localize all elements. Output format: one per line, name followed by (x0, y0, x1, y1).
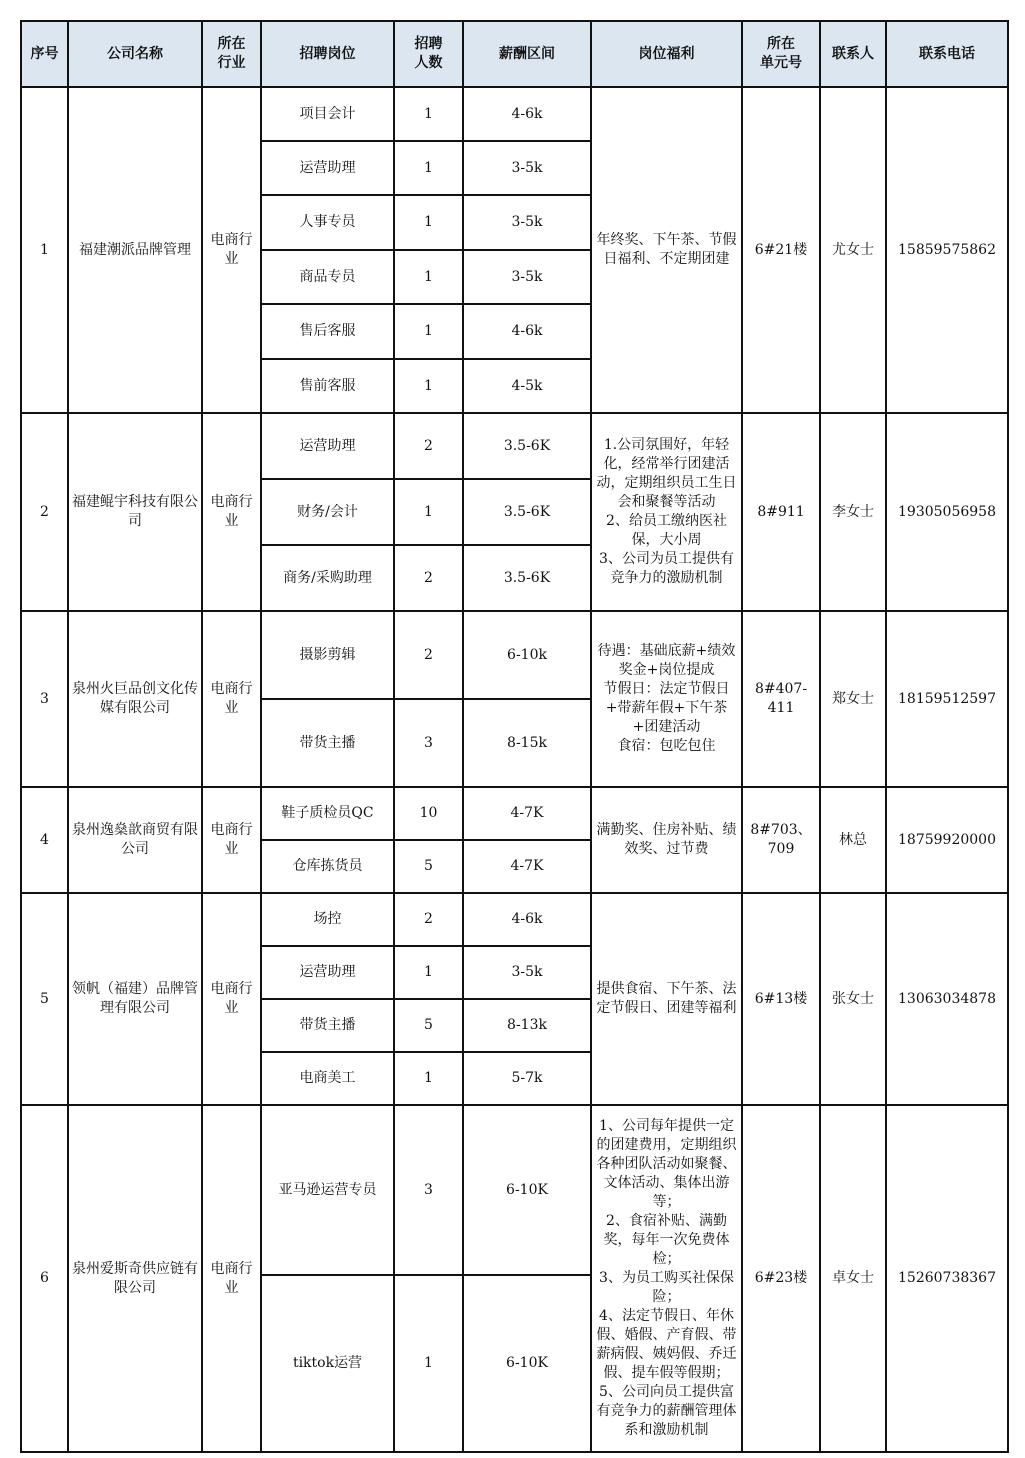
company-name: 泉州逸燊歆商贸有限公司 (68, 787, 202, 893)
table-row (21, 611, 1008, 699)
job-title: 财务/会计 (261, 479, 394, 545)
job-title: 鞋子质检员QC (261, 787, 394, 840)
company-name: 泉州火巨品创文化传媒有限公司 (68, 611, 202, 787)
job-count: 1 (394, 1275, 463, 1452)
table-row (21, 87, 1008, 141)
company-unit: 8#407-411 (742, 611, 820, 787)
company-contact: 卓女士 (820, 1105, 886, 1452)
job-salary: 6-10K (463, 1105, 591, 1275)
company-welfare: 待遇：基础底薪+绩效奖金+岗位提成 节假日：法定节假日+带薪年假+下午茶+团建活动 食宿：包吃包住 (591, 611, 742, 787)
company-index: 2 (21, 413, 68, 611)
header-salary: 薪酬区间 (463, 21, 591, 87)
job-count: 3 (394, 699, 463, 787)
header-company: 公司名称 (68, 21, 202, 87)
header-count: 招聘 人数 (394, 21, 463, 87)
company-index: 3 (21, 611, 68, 787)
header-index: 序号 (21, 21, 68, 87)
company-contact: 李女士 (820, 413, 886, 611)
job-count: 1 (394, 946, 463, 999)
job-salary: 5-7k (463, 1052, 591, 1105)
company-phone: 18759920000 (886, 787, 1008, 893)
company-industry: 电商行业 (202, 787, 261, 893)
table-row (21, 1105, 1008, 1275)
company-industry: 电商行业 (202, 1105, 261, 1452)
job-salary: 3-5k (463, 195, 591, 250)
job-salary: 3.5-6K (463, 413, 591, 479)
job-count: 2 (394, 611, 463, 699)
job-salary: 8-15k (463, 699, 591, 787)
job-title: 运营助理 (261, 413, 394, 479)
company-unit: 6#23楼 (742, 1105, 820, 1452)
company-contact: 尤女士 (820, 87, 886, 413)
table-row (21, 787, 1008, 840)
company-unit: 6#13楼 (742, 893, 820, 1105)
job-salary: 3-5k (463, 250, 591, 304)
job-count: 1 (394, 195, 463, 250)
job-title: 摄影剪辑 (261, 611, 394, 699)
recruitment-table (20, 20, 1009, 1453)
header-welfare: 岗位福利 (591, 21, 742, 87)
header-industry: 所在 行业 (202, 21, 261, 87)
job-count: 1 (394, 250, 463, 304)
job-count: 1 (394, 304, 463, 359)
job-salary: 4-7K (463, 840, 591, 893)
company-name: 泉州爱斯奇供应链有限公司 (68, 1105, 202, 1452)
company-name: 福建潮派品牌管理 (68, 87, 202, 413)
company-phone: 13063034878 (886, 893, 1008, 1105)
job-count: 10 (394, 787, 463, 840)
company-welfare: 1、公司每年提供一定的团建费用，定期组织各种团队活动如聚餐、文体活动、集体出游等； 2、食宿补贴、满勤奖，每年一次免费体检； 3、为员工购买社保保险； 4、法定节假日、年休假、婚假、产育假、带薪病假、姨妈假、乔迁假、提车假等假期； 5、公司向员工提供富有竞争力的薪酬管理体系和激励机制 (591, 1105, 742, 1452)
job-title: 售后客服 (261, 304, 394, 359)
company-industry: 电商行业 (202, 893, 261, 1105)
job-title: tiktok运营 (261, 1275, 394, 1452)
company-index: 1 (21, 87, 68, 413)
job-salary: 8-13k (463, 999, 591, 1052)
job-title: 售前客服 (261, 359, 394, 413)
company-name: 领帆（福建）品牌管理有限公司 (68, 893, 202, 1105)
company-index: 4 (21, 787, 68, 893)
company-unit: 6#21楼 (742, 87, 820, 413)
company-index: 5 (21, 893, 68, 1105)
job-salary: 6-10K (463, 1275, 591, 1452)
job-title: 运营助理 (261, 141, 394, 195)
job-count: 1 (394, 359, 463, 413)
company-phone: 15260738367 (886, 1105, 1008, 1452)
job-count: 1 (394, 141, 463, 195)
company-welfare: 满勤奖、住房补贴、绩效奖、过节费 (591, 787, 742, 893)
job-salary: 4-6k (463, 893, 591, 946)
job-count: 5 (394, 999, 463, 1052)
job-salary: 3-5k (463, 946, 591, 999)
header-phone: 联系电话 (886, 21, 1008, 87)
job-salary: 3.5-6K (463, 479, 591, 545)
job-salary: 4-5k (463, 359, 591, 413)
job-salary: 3.5-6K (463, 545, 591, 611)
company-contact: 林总 (820, 787, 886, 893)
job-salary: 4-7K (463, 787, 591, 840)
job-title: 仓库拣货员 (261, 840, 394, 893)
job-salary: 4-6k (463, 304, 591, 359)
job-title: 场控 (261, 893, 394, 946)
job-title: 运营助理 (261, 946, 394, 999)
table-row (21, 413, 1008, 479)
company-industry: 电商行业 (202, 87, 261, 413)
job-salary: 4-6k (463, 87, 591, 141)
job-title: 商品专员 (261, 250, 394, 304)
company-phone: 15859575862 (886, 87, 1008, 413)
job-count: 3 (394, 1105, 463, 1275)
header-position: 招聘岗位 (261, 21, 394, 87)
job-title: 带货主播 (261, 999, 394, 1052)
company-contact: 张女士 (820, 893, 886, 1105)
company-phone: 19305056958 (886, 413, 1008, 611)
job-salary: 3-5k (463, 141, 591, 195)
job-title: 电商美工 (261, 1052, 394, 1105)
company-welfare: 1.公司氛围好，年轻化，经常举行团建活动，定期组织员工生日会和聚餐等活动 2、给员工缴纳医社保，大小周 3、公司为员工提供有竞争力的激励机制 (591, 413, 742, 611)
job-count: 2 (394, 545, 463, 611)
job-count: 2 (394, 893, 463, 946)
job-title: 商务/采购助理 (261, 545, 394, 611)
job-title: 亚马逊运营专员 (261, 1105, 394, 1275)
header-unit: 所在 单元号 (742, 21, 820, 87)
job-count: 5 (394, 840, 463, 893)
header-row (21, 21, 1008, 87)
table-body (21, 87, 1008, 1452)
job-title: 带货主播 (261, 699, 394, 787)
header-contact: 联系人 (820, 21, 886, 87)
job-title: 人事专员 (261, 195, 394, 250)
job-count: 1 (394, 87, 463, 141)
company-contact: 郑女士 (820, 611, 886, 787)
company-unit: 8#911 (742, 413, 820, 611)
company-unit: 8#703、709 (742, 787, 820, 893)
company-industry: 电商行业 (202, 413, 261, 611)
job-salary: 6-10k (463, 611, 591, 699)
job-count: 1 (394, 479, 463, 545)
company-name: 福建鲲宇科技有限公司 (68, 413, 202, 611)
job-title: 项目会计 (261, 87, 394, 141)
company-welfare: 提供食宿、下午茶、法定节假日、团建等福利 (591, 893, 742, 1105)
company-industry: 电商行业 (202, 611, 261, 787)
company-index: 6 (21, 1105, 68, 1452)
job-count: 2 (394, 413, 463, 479)
company-phone: 18159512597 (886, 611, 1008, 787)
table-row (21, 893, 1008, 946)
job-count: 1 (394, 1052, 463, 1105)
company-welfare: 年终奖、下午茶、节假日福利、不定期团建 (591, 87, 742, 413)
